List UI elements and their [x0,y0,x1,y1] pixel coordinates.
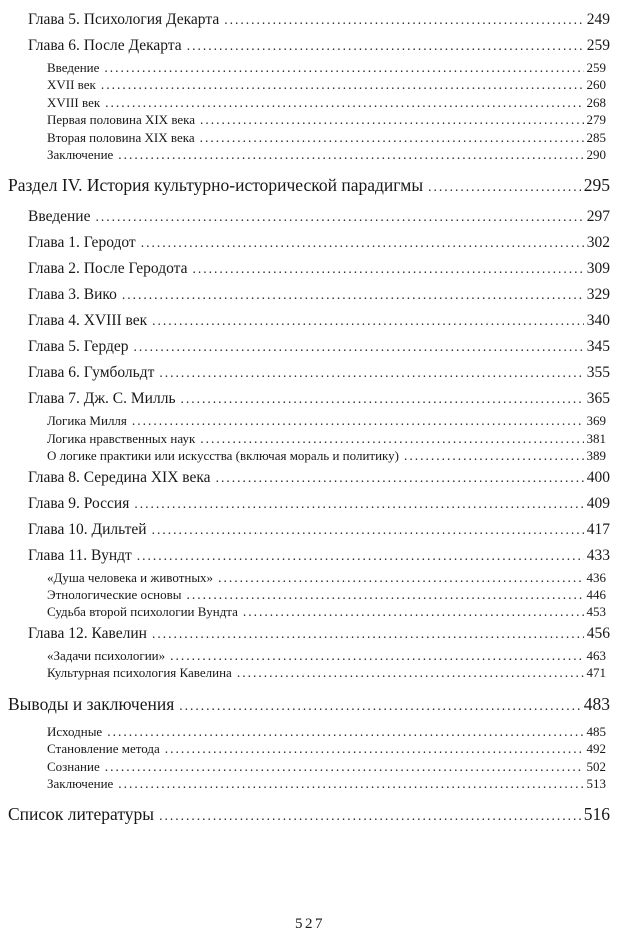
toc-entry-page: 268 [586,94,606,110]
toc-entry-title: Глава 6. После Декарта [28,37,182,54]
toc-entry [8,111,610,128]
dot-leader [181,386,584,412]
dot-leader [187,33,584,59]
toc-entry-page: 492 [586,741,606,757]
toc-entry-page: 485 [586,723,606,739]
dot-leader [101,76,584,93]
toc-entry [8,59,610,76]
toc-entry-page: 365 [586,390,610,408]
toc-entry-page: 516 [583,804,610,825]
toc-entry [8,7,610,33]
dot-leader [224,7,584,33]
toc-entry-page: 259 [586,60,606,75]
toc-entry-title: Глава 9. Россия [28,494,130,512]
toc-entry-title: Логика нравственных наук [47,430,196,446]
toc-entry [8,758,610,775]
toc-entry-page: 381 [586,430,606,446]
toc-entry [8,129,610,146]
toc-entry [8,173,610,199]
toc-entry-page: 453 [586,604,606,620]
dot-leader [159,802,581,828]
toc-entry-title: Глава 7. Дж. С. Милль [28,390,176,408]
toc-entry-page: 285 [586,129,606,145]
toc-entry-page: 249 [586,11,610,28]
toc-entry-page: 471 [586,665,606,681]
toc-entry-title: Логика Милля [47,413,127,429]
dot-leader [243,603,584,620]
dot-leader [237,664,584,681]
dot-leader [170,647,583,664]
toc-entry-page: 260 [586,77,606,93]
dot-leader [105,94,583,111]
dot-leader [428,173,581,199]
toc-entry-page: 409 [586,494,610,512]
toc-entry [8,465,610,491]
toc-entry-title: Культурная психология Кавелина [47,665,232,681]
dot-leader [165,740,584,757]
dot-leader [152,517,584,543]
toc-entry-page: 345 [586,338,610,356]
toc-entry-title: Глава 10. Дильтей [28,520,147,538]
toc-entry-page: 279 [586,112,606,128]
toc-entry-page: 417 [586,520,610,538]
toc-entry-title: Список литературы [8,804,155,825]
toc-entry [8,412,610,429]
toc-entry-page: 513 [586,775,606,791]
toc-entry [8,647,610,664]
toc-entry-page: 302 [586,234,610,252]
toc-entry [8,569,610,586]
dot-leader [216,465,584,491]
toc-entry-title: Становление метода [47,741,160,757]
toc-entry-page: 329 [586,286,610,304]
dot-leader [134,491,583,517]
toc-entry [8,723,610,740]
toc-entry-page: 295 [583,175,610,196]
toc-entry [8,146,610,163]
toc-entry-page: 259 [586,37,610,54]
toc-entry-page: 502 [586,758,606,774]
toc-entry-title: «Душа человека и животных» [47,569,214,585]
toc-entry-page: 436 [586,569,606,585]
toc-entry [8,76,610,93]
toc-entry [8,430,610,447]
toc-entry-page: 483 [583,693,610,714]
toc-entry-title: Вторая половина XIX века [47,129,195,145]
toc-entry-page: 290 [586,147,606,163]
toc-entry-title: Глава 8. Середина XIX века [28,468,211,486]
dot-leader [404,447,583,464]
toc-entry-title: Глава 6. Гумбольдт [28,364,155,382]
toc-entry-title: Глава 2. После Геродота [28,260,188,278]
dot-leader [200,430,583,447]
dot-leader [137,543,584,569]
toc-entry [8,386,610,412]
dot-leader [122,282,584,308]
toc-entry-page: 297 [586,208,610,226]
toc-entry [8,308,610,334]
dot-leader [141,230,584,256]
toc-entry [8,491,610,517]
dot-leader [105,758,584,775]
toc-entry-page: 446 [586,587,606,603]
dot-leader [218,569,583,586]
toc-entry-title: «Задачи психологии» [47,647,166,663]
toc-entry [8,775,610,792]
toc-entry [8,664,610,681]
toc-entry-page: 456 [586,624,610,642]
toc-entry [8,334,610,360]
toc-entry [8,282,610,308]
dot-leader [159,360,583,386]
toc-entry-title: Глава 5. Гердер [28,338,129,356]
toc-entry-title: Глава 11. Вундт [28,546,132,564]
toc-entry-title: Судьба второй психологии Вундта [47,604,238,620]
page-number: 527 [295,916,325,932]
toc-entry-title: Глава 12. Кавелин [28,624,147,642]
dot-leader [200,111,583,128]
toc-entry-title: Глава 4. XVIII век [28,312,148,330]
toc-entry [8,802,610,828]
toc-entry [8,586,610,603]
toc-entry-title: Глава 5. Психология Декарта [28,11,220,28]
toc-entry [8,204,610,230]
toc-entry-title: Исходные [47,723,103,739]
dot-leader [179,692,580,718]
dot-leader [134,334,584,360]
toc-entry-title: Выводы и заключения [8,693,175,714]
dot-leader [192,256,583,282]
toc-entry-title: XVII век [47,77,96,93]
toc-entry-page: 433 [586,546,610,564]
toc-entry-title: Первая половина XIX века [47,112,196,128]
toc-entry [8,94,610,111]
toc-entry-page: 389 [586,448,606,464]
toc-entry-page: 309 [586,260,610,278]
toc-entry [8,447,610,464]
toc-entry-title: Сознание [47,758,100,774]
dot-leader [107,723,583,740]
toc-entry [8,621,610,647]
toc-entry [8,692,610,718]
toc-entry-page: 400 [586,468,610,486]
dot-leader [118,146,583,163]
toc-entry [8,360,610,386]
toc-entry-title: О логике практики или искусства (включая мораль и политику) [47,448,400,464]
dot-leader [186,586,583,603]
dot-leader [95,204,583,230]
toc-entry-title: Введение [47,60,100,75]
toc-entry-page: 369 [586,413,606,429]
toc-entry-title: Раздел IV. История культурно-исторической парадигмы [8,175,424,196]
toc-entry-page: 355 [586,364,610,382]
toc-entry-title: Этнологические основы [47,587,182,603]
toc-entry [8,517,610,543]
toc-entry [8,230,610,256]
dot-leader [118,775,583,792]
dot-leader [152,308,584,334]
toc-entry-title: Введение [28,208,91,226]
toc-entry-page: 463 [586,647,606,663]
toc-entry-title: Глава 1. Геродот [28,234,136,252]
toc-entry [8,33,610,59]
toc-entry-title: XVIII век [47,94,101,110]
toc-entry-title: Заключение [47,775,114,791]
toc-entry [8,740,610,757]
dot-leader [132,412,584,429]
toc-entry-page: 340 [586,312,610,330]
dot-leader [104,59,583,76]
toc-entry [8,256,610,282]
dot-leader [152,621,584,647]
dot-leader [200,129,584,146]
toc-entry [8,543,610,569]
toc-entry [8,603,610,620]
toc-entry-title: Заключение [47,147,114,163]
toc-entry-title: Глава 3. Вико [28,286,117,304]
